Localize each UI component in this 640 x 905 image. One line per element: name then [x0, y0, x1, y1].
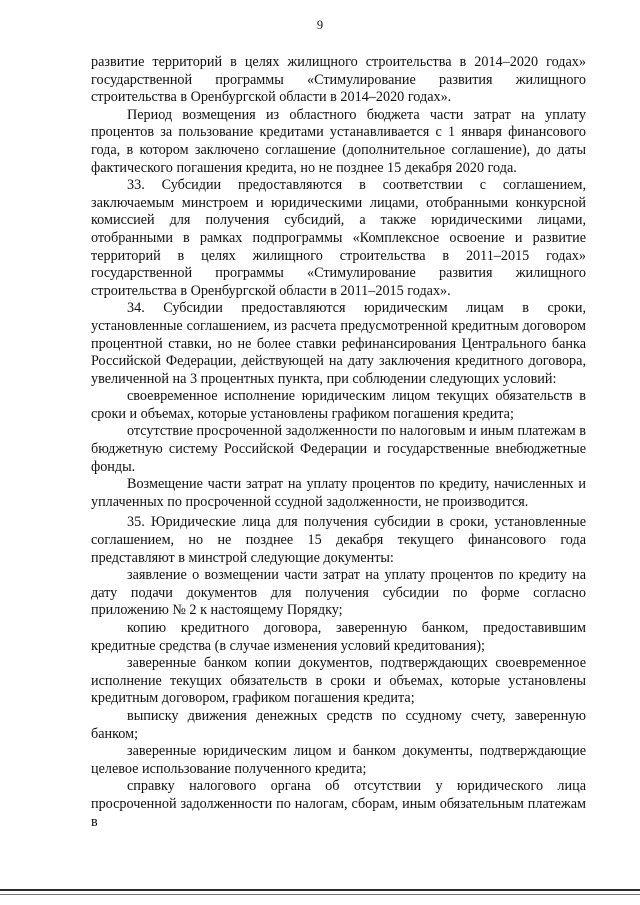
- page-number: 9: [316, 18, 324, 32]
- paragraph-item-33: 33. Субсидии предоставляются в соответствии с соглашением, заключаемым минстроем и юридическими лицами, отобранными конкурсной комиссией для получения субсидий, а также юридическими лицами, отобранными в рамках подпрограммы «Комплексное освоение и развитие территорий в целях жилищного строительства в 2011–2015 годах» государственной программы «Стимулирование развития жилищного строительства в Оренбургской области в 2011–2015 годах».: [91, 177, 586, 299]
- scan-bottom-edge-shadow: [0, 894, 640, 895]
- paragraph-doc-target-use: заверенные юридическим лицом и банком документы, подтверждающие целевое использование полученного кредита;: [91, 743, 586, 777]
- paragraph-doc-loan-copy: копию кредитного договора, заверенную банком, предоставившим кредитные средства (в случае изменения условий кредитования);: [91, 620, 586, 654]
- document-body: [91, 54, 586, 831]
- paragraph-item-34: 34. Субсидии предоставляются юридическим лицам в сроки, установленные соглашением, из расчета предусмотренной кредитным договором процентной ставки, но не более ставки рефинансирования Центрального банка Российской Федерации, действующей на дату заключения кредитного договора, увеличенной на 3 процентных пункта, при соблюдении следующих условий:: [91, 300, 586, 387]
- paragraph-doc-certified-copies: заверенные банком копии документов, подтверждающих своевременное исполнение текущих обязательств в сроки и объемах, которые установлены кредитным договором, графиком погашения кредита;: [91, 655, 586, 707]
- paragraph-item-35: 35. Юридические лица для получения субсидии в сроки, установленные соглашением, но не позднее 15 декабря текущего финансового года представляют в минстрой следующие документы:: [91, 514, 586, 566]
- scan-bottom-edge: [0, 889, 640, 891]
- paragraph-condition-timely: своевременное исполнение юридическим лицом текущих обязательств в сроки и объемах, которые установлены графиком погашения кредита;: [91, 388, 586, 422]
- paragraph-doc-account-statement: выписку движения денежных средств по ссудному счету, заверенную банком;: [91, 707, 586, 742]
- paragraph-continuation: развитие территорий в целях жилищного строительства в 2014–2020 годах» государственной программы «Стимулирование развития жилищного строительства в Оренбургской области в 2014–2020 годах».: [91, 54, 586, 106]
- paragraph-doc-tax-certificate: справку налогового органа об отсутствии у юридического лица просроченной задолженности по налогам, сборам, иным обязательным платежам в: [91, 778, 586, 830]
- paragraph-overdue-exclusion: Возмещение части затрат на уплату процентов по кредиту, начисленных и уплаченных по просроченной ссудной задолженности, не производится.: [91, 476, 586, 510]
- paragraph-reimbursement-period: Период возмещения из областного бюджета части затрат на уплату процентов за пользование кредитами устанавливается с 1 января финансового года, в котором заключено соглашение (дополнительное соглашение), до даты фактического погашения кредита, но не позднее 15 декабря 2020 года.: [91, 106, 586, 176]
- paragraph-condition-no-debt: отсутствие просроченной задолженности по налоговым и иным платежам в бюджетную систему Российской Федерации и государственные внебюджетные фонды.: [91, 423, 586, 475]
- paragraph-doc-application: заявление о возмещении части затрат на уплату процентов по кредиту на дату подачи документов для получения субсидии по форме согласно приложению № 2 к настоящему Порядку;: [91, 567, 586, 619]
